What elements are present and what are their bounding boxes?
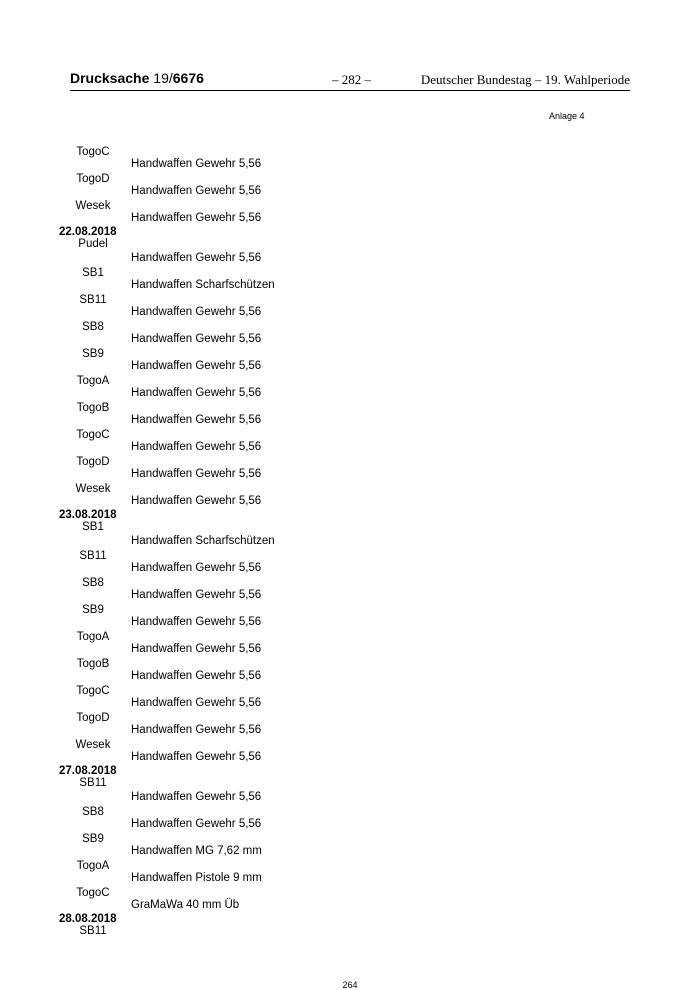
- unit-name: SB1: [82, 521, 104, 533]
- page-marker: – 282 –: [332, 72, 371, 87]
- unit-name: TogoC: [76, 146, 110, 158]
- weapon-type: Handwaffen Gewehr 5,56: [131, 724, 262, 736]
- weapon-type: Handwaffen Gewehr 5,56: [131, 616, 262, 628]
- weapon-type: Handwaffen Scharfschützen: [131, 535, 275, 547]
- unit-name: TogoD: [76, 712, 110, 724]
- date-heading: 23.08.2018: [59, 509, 117, 521]
- unit-name: Wesek: [75, 739, 111, 751]
- weapon-type: Handwaffen Gewehr 5,56: [131, 360, 262, 372]
- unit-name: SB8: [82, 321, 104, 333]
- weapon-type: Handwaffen Gewehr 5,56: [131, 643, 262, 655]
- doc-number-plain: 19/: [153, 70, 173, 86]
- weapon-type: Handwaffen Gewehr 5,56: [131, 697, 262, 709]
- unit-name: TogoA: [76, 375, 110, 387]
- unit-name: SB9: [82, 833, 104, 845]
- unit-name: TogoB: [76, 658, 110, 670]
- doc-prefix: Drucksache: [70, 70, 154, 86]
- weapon-type: Handwaffen Gewehr 5,56: [131, 589, 262, 601]
- weapon-type: Handwaffen MG 7,62 mm: [131, 845, 262, 857]
- unit-name: TogoA: [76, 860, 110, 872]
- weapon-type: Handwaffen Scharfschützen: [131, 279, 275, 291]
- weapon-type: Handwaffen Gewehr 5,56: [131, 791, 262, 803]
- unit-name: SB1: [82, 267, 104, 279]
- unit-name: TogoA: [76, 631, 110, 643]
- unit-name: Pudel: [78, 238, 108, 250]
- unit-name: SB11: [79, 294, 107, 306]
- weapon-type: Handwaffen Gewehr 5,56: [131, 252, 262, 264]
- unit-name: TogoD: [76, 456, 110, 468]
- unit-name: TogoB: [76, 402, 110, 414]
- page-header: [70, 68, 630, 91]
- unit-name: SB11: [79, 777, 107, 789]
- unit-name: TogoD: [76, 173, 110, 185]
- weapon-type: Handwaffen Gewehr 5,56: [131, 818, 262, 830]
- unit-name: SB8: [82, 806, 104, 818]
- doc-number-bold: 6676: [172, 70, 204, 86]
- header-title: Deutscher Bundestag – 19. Wahlperiode: [420, 72, 630, 87]
- weapon-type: Handwaffen Gewehr 5,56: [131, 387, 262, 399]
- unit-name: SB9: [82, 604, 104, 616]
- weapon-type: Handwaffen Gewehr 5,56: [131, 306, 262, 318]
- weapon-type: Handwaffen Pistole 9 mm: [131, 872, 262, 884]
- unit-name: TogoC: [76, 887, 110, 899]
- page-number: 264: [342, 980, 358, 990]
- unit-name: Wesek: [75, 483, 111, 495]
- weapon-type: Handwaffen Gewehr 5,56: [131, 158, 262, 170]
- unit-name: SB11: [79, 925, 107, 937]
- date-heading: 22.08.2018: [59, 226, 117, 238]
- weapon-type: Handwaffen Gewehr 5,56: [131, 751, 262, 763]
- document-number: [70, 70, 204, 86]
- unit-name: TogoC: [76, 429, 110, 441]
- unit-name: SB8: [82, 577, 104, 589]
- unit-name: TogoC: [76, 685, 110, 697]
- weapon-type: Handwaffen Gewehr 5,56: [131, 441, 262, 453]
- annex-label: Anlage 4: [549, 111, 585, 121]
- weapon-type: GraMaWa 40 mm Üb: [131, 899, 240, 911]
- weapon-type: Handwaffen Gewehr 5,56: [131, 212, 262, 224]
- weapon-type: Handwaffen Gewehr 5,56: [131, 562, 262, 574]
- weapon-type: Handwaffen Gewehr 5,56: [131, 414, 262, 426]
- date-heading: 27.08.2018: [59, 765, 117, 777]
- weapon-type: Handwaffen Gewehr 5,56: [131, 495, 262, 507]
- date-heading: 28.08.2018: [59, 913, 117, 925]
- weapon-type: Handwaffen Gewehr 5,56: [131, 333, 262, 345]
- weapon-type: Handwaffen Gewehr 5,56: [131, 670, 262, 682]
- unit-name: SB11: [79, 550, 107, 562]
- weapon-type: Handwaffen Gewehr 5,56: [131, 468, 262, 480]
- unit-name: Wesek: [75, 200, 111, 212]
- unit-name: SB9: [82, 348, 104, 360]
- weapon-type: Handwaffen Gewehr 5,56: [131, 185, 262, 197]
